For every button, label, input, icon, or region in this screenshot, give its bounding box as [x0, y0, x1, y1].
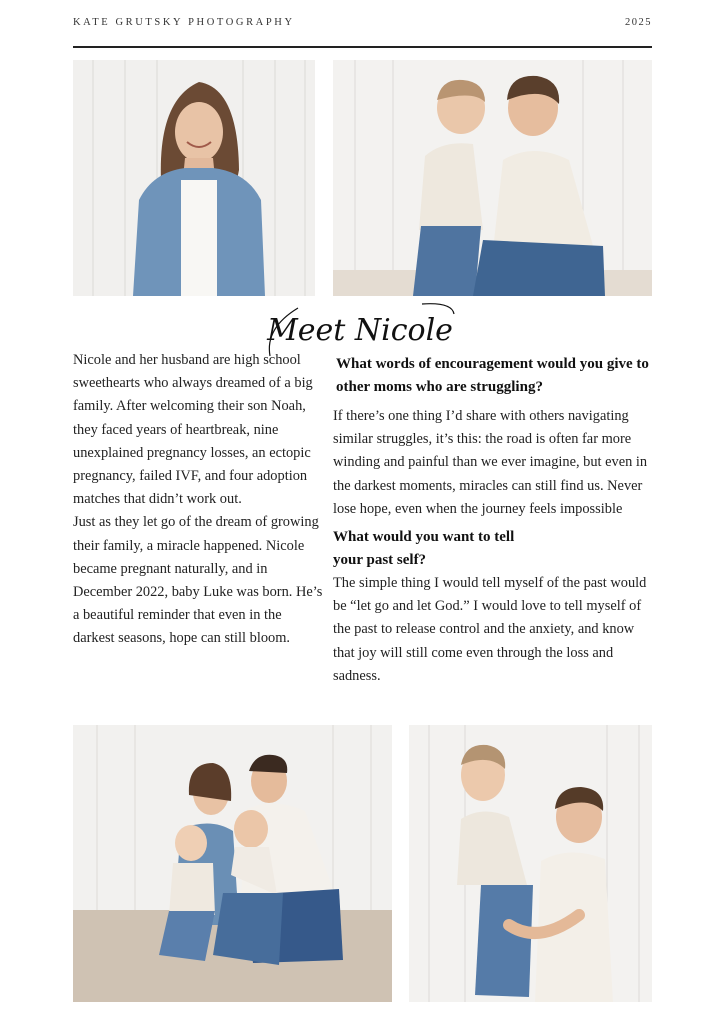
brand-name: KATE GRUTSKY PHOTOGRAPHY [73, 17, 295, 28]
brothers-photo [333, 60, 652, 296]
year-label: 2025 [625, 17, 652, 28]
answer-encouragement: If there’s one thing I’d share with others navigating similar struggles, it’s this: the road is often far more winding and painful than we ever imagine, but even in the darkest moments, miracles can still find us. Never lose hope, even when the journey feels impossible [333, 408, 648, 517]
story-paragraph-2: Just as they let go of the dream of growing their family, a miracle happened. Nicole became pregnant naturally, and in December 2022, baby Luke was born. He’s a beautiful reminder that even in the darkest seasons, hope can still bloom. [73, 514, 323, 647]
svg-text:Meet Nicole: Meet Nicole [267, 313, 453, 348]
family-photo [73, 725, 392, 1002]
nicole-portrait-photo [73, 60, 315, 296]
header-divider [73, 46, 652, 48]
question-past-self-line1: What would you want to tell [333, 529, 515, 546]
interview-column [333, 353, 653, 688]
answer-past-self: The simple thing I would tell myself of the past would be “let go and let God.” I would love to tell myself of the past to release control and the anxiety, and know that joy will still come even through the loss and sadness. [333, 575, 647, 684]
story-paragraph-1: Nicole and her husband are high school sweethearts who always dreamed of a big family. After welcoming their son Noah, they faced years of heartbreak, nine unexplained pregnancy losses, an ectopic pregnancy, failed IVF, and four adoption matches that didn’t work out. [73, 352, 313, 508]
brothers-hug-photo [409, 725, 652, 1002]
question-encouragement: What words of encouragement would you give to other moms who are struggling? [336, 356, 649, 395]
nicole-story-column [73, 349, 323, 651]
question-past-self-line2: your past self? [333, 552, 427, 569]
